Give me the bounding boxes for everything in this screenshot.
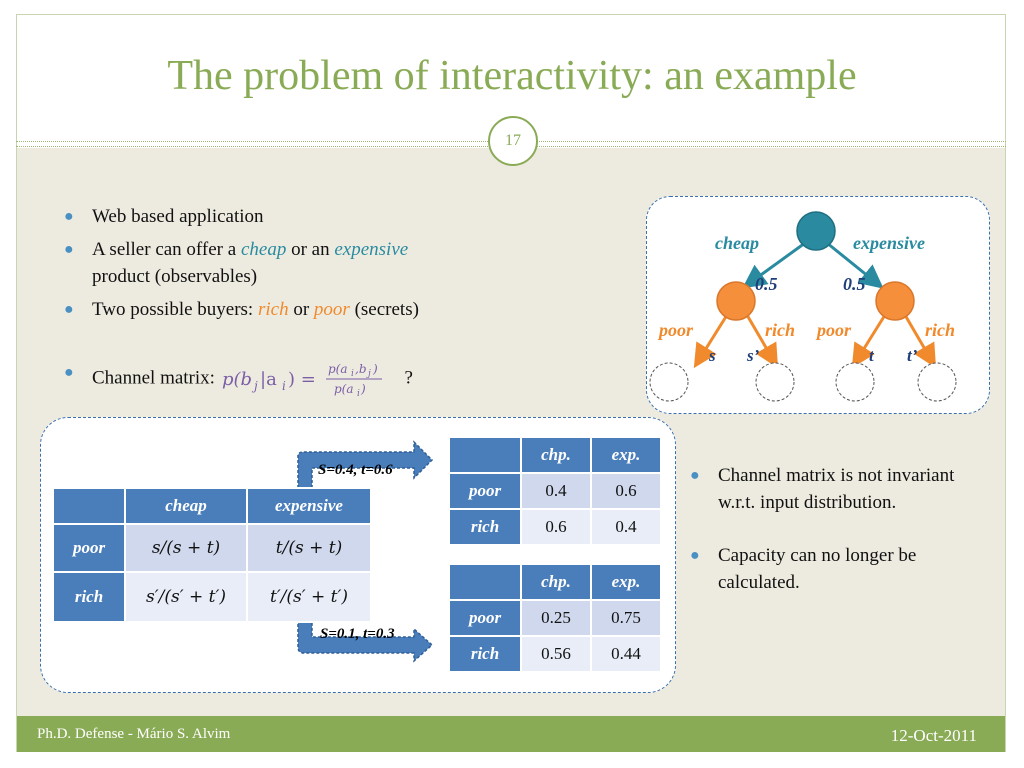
table-cell: 0.25 (521, 600, 591, 636)
table-row (449, 509, 661, 545)
bullet-text: A seller can offer a (92, 239, 241, 260)
svg-text:i: i (281, 379, 286, 393)
label-expensive: expensive (853, 233, 925, 253)
bullet-item (64, 296, 644, 323)
svg-text:,b: ,b (354, 362, 367, 376)
slide-title: The problem of interactivity: an example (167, 53, 857, 99)
general-channel-table (52, 487, 372, 623)
svg-text:): ) (372, 362, 378, 376)
table-cell: 0.4 (591, 509, 661, 545)
rich-term: rich (257, 299, 289, 320)
bullet-text: ? (404, 367, 413, 389)
svg-text:j: j (367, 369, 371, 379)
bullet-text: Web based application (92, 206, 264, 227)
table-cell: 0.44 (591, 636, 661, 672)
leaf-s-prime (756, 363, 794, 401)
poor-term: poor (313, 299, 350, 320)
table-cell: 0.6 (591, 473, 661, 509)
svg-text:p(a: p(a (333, 382, 354, 396)
bullet-icon: ● (64, 364, 74, 381)
root-node (797, 212, 835, 250)
table-row (449, 473, 661, 509)
table-row (53, 524, 371, 572)
table-cell: 0.56 (521, 636, 591, 672)
footer-author: Ph.D. Defense - Mário S. Alvim (37, 726, 231, 742)
table-corner (449, 564, 521, 600)
table-cell: t/(s + t) (247, 524, 371, 572)
column-header: chp. (521, 437, 591, 473)
label-rich-left: rich (765, 320, 796, 340)
bullet-text: product (observables) (92, 266, 258, 287)
table-cell: t′/(s′ + t′) (247, 572, 371, 622)
bullet-icon: ● (690, 547, 700, 564)
column-header: chp. (521, 564, 591, 600)
label-t: t (869, 346, 874, 365)
case1-label: S=0.4, t=0.6 (318, 462, 393, 478)
table-cell: s/(s + t) (125, 524, 247, 572)
row-header: rich (53, 572, 125, 622)
label-cheap: cheap (715, 233, 759, 253)
bullet-list (64, 203, 644, 405)
bullet-text: or an (286, 239, 335, 260)
footer-date: 12-Oct-2011 (890, 726, 977, 745)
table-cell: 0.4 (521, 473, 591, 509)
bullet-text: Channel matrix is not invariant w.r.t. input distribution. (718, 465, 955, 513)
channel-formula (220, 359, 400, 399)
bullet-item (690, 462, 990, 516)
table-row (53, 572, 371, 622)
bullet-item (64, 236, 644, 290)
svg-text:) =: ) = (287, 369, 316, 390)
row-header: poor (449, 473, 521, 509)
row-header: rich (449, 509, 521, 545)
row-header: poor (53, 524, 125, 572)
cheap-term: cheap (240, 239, 287, 260)
column-header: exp. (591, 564, 661, 600)
table-cell: 0.6 (521, 509, 591, 545)
bullet-text: or (288, 299, 314, 320)
case1-table (448, 436, 662, 546)
table-corner (449, 437, 521, 473)
table-row (449, 600, 661, 636)
label-s: s (709, 346, 716, 365)
bullet-text: Channel matrix: (92, 367, 220, 389)
leaf-s (650, 363, 688, 401)
node-cheap (717, 282, 755, 320)
right-bullet-list (690, 462, 990, 596)
tree-diagram-box (646, 196, 990, 414)
label-poor-right: poor (817, 320, 852, 340)
label-poor-left: poor (659, 320, 694, 340)
bullet-item (64, 359, 644, 399)
case2-table (448, 563, 662, 673)
leaf-t-prime (918, 363, 956, 401)
svg-text:|a: |a (259, 369, 277, 390)
bullet-icon: ● (64, 241, 74, 258)
case2-label: S=0.1, t=0.3 (320, 626, 395, 642)
leaf-t (836, 363, 874, 401)
svg-text:i: i (350, 369, 354, 379)
label-t-prime: t’ (907, 346, 918, 365)
column-header: exp. (591, 437, 661, 473)
tree-diagram (647, 197, 989, 413)
slide-number: 17 (488, 116, 538, 166)
label-rich-right: rich (925, 320, 956, 340)
column-header: cheap (125, 488, 247, 524)
svg-text:j: j (253, 379, 258, 393)
label-prob-left: 0.5 (755, 274, 778, 294)
bullet-text: Two possible buyers: (92, 299, 258, 320)
bullet-icon: ● (64, 208, 74, 225)
row-header: poor (449, 600, 521, 636)
table-corner (53, 488, 125, 524)
svg-text:p(a: p(a (327, 362, 348, 376)
column-header: expensive (247, 488, 371, 524)
footer-bar (17, 716, 1005, 752)
bullet-icon: ● (690, 467, 700, 484)
table-row (449, 636, 661, 672)
bullet-item (690, 542, 990, 596)
label-prob-right: 0.5 (843, 274, 866, 294)
row-header: rich (449, 636, 521, 672)
bullet-item (64, 203, 644, 230)
bullet-text: (secrets) (349, 299, 419, 320)
svg-text:p(b: p(b (221, 369, 252, 390)
expensive-term: expensive (334, 239, 409, 260)
label-s-prime: s’ (747, 346, 760, 365)
table-cell: 0.75 (591, 600, 661, 636)
table-cell: s′/(s′ + t′) (125, 572, 247, 622)
svg-text:i: i (356, 389, 360, 399)
svg-text:): ) (360, 382, 366, 396)
bullet-text: Capacity can no longer be calculated. (718, 545, 917, 593)
node-expensive (876, 282, 914, 320)
bullet-icon: ● (64, 301, 74, 318)
